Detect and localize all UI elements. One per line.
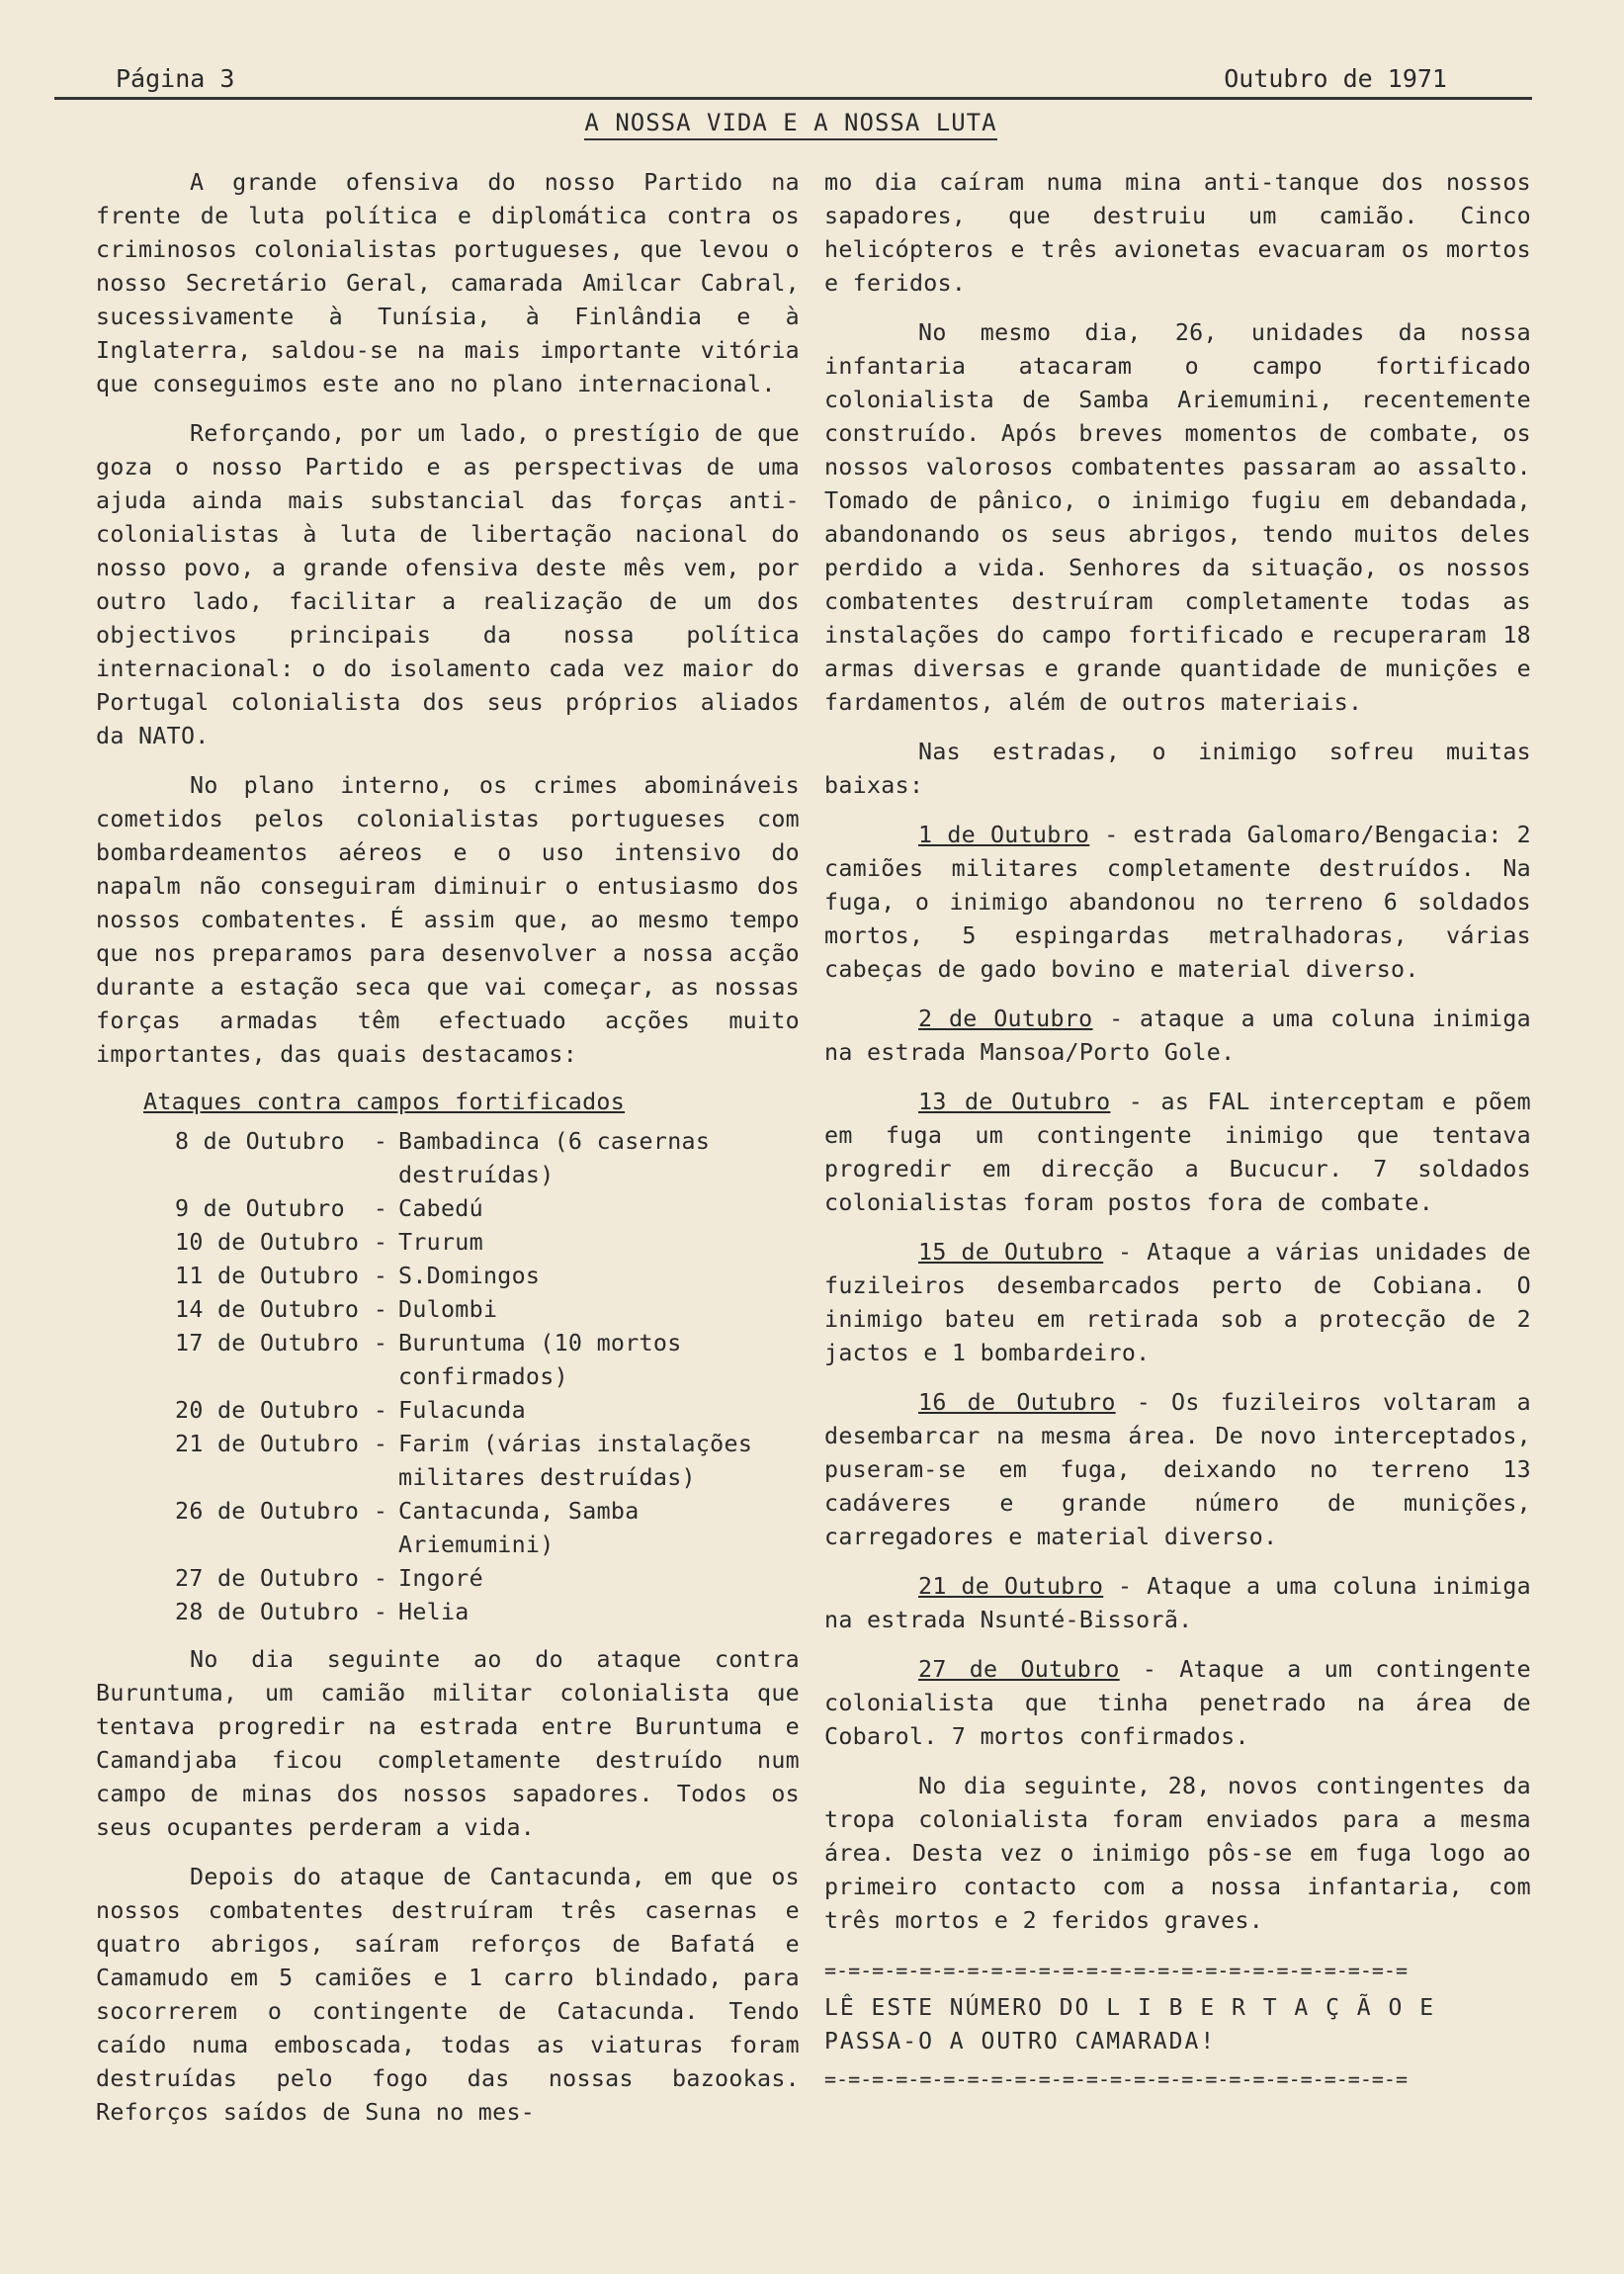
article-title: A NOSSA VIDA E A NOSSA LUTA <box>584 109 996 140</box>
event-text: - estrada Galomaro/Bengacia: 2 camiões militares completamente destruídos. Na fuga, o inimigo abandonou no terreno 6 soldados mortos, 5 espingardas metralhadoras, várias cabeças de gado bovino e material diverso. <box>824 822 1531 983</box>
left-column <box>96 166 800 2145</box>
attack-date: 21 de Outubro <box>175 1431 360 1457</box>
attack-row <box>175 1260 754 1293</box>
attack-place: Cantacunda, Samba Ariemumini) <box>398 1498 640 1558</box>
attack-place: Buruntuma (10 mortos confirmados) <box>398 1330 682 1390</box>
attack-dash: - <box>373 1397 388 1424</box>
road-events-list <box>824 819 1531 1754</box>
paragraph: Depois do ataque de Cantacunda, em que os nossos combatentes destruíram três casernas e quatro abrigos, saíram reforços de Bafatá e Camamudo em 5 camiões e 1 carro blindado, para socorrerem o contingente de Catacunda. Tendo caído numa emboscada, todas as viaturas foram destruídas pelo fogo das nossas bazookas. Reforços saídos de Suna no mes- <box>96 1864 800 2126</box>
attack-date: 8 de Outubro <box>175 1128 345 1155</box>
attack-row <box>175 1293 754 1327</box>
road-event <box>824 819 1531 987</box>
paragraph: Nas estradas, o inimigo sofreu muitas baixas: <box>824 739 1531 799</box>
attack-row <box>175 1596 754 1629</box>
event-text: - Ataque a várias unidades de fuzileiros desembarcados perto de Cobiana. O inimigo bateu em retirada sob a protecção de 2 jactos e 1 bombardeiro. <box>824 1239 1531 1366</box>
attack-date: 14 de Outubro <box>175 1296 360 1323</box>
paragraph: mo dia caíram numa mina anti-tanque dos nossos sapadores, que destruiu um camião. Cinco helicópteros e três avionetas evacuaram os mortos e feridos. <box>824 169 1531 297</box>
attack-place: S.Domingos <box>398 1263 541 1289</box>
paragraph: Reforçando, por um lado, o prestígio de que goza o nosso Partido e as perspectivas de uma ajuda ainda mais substancial das forças anti-colonialistas à luta de libertação nacional do nosso povo, a grande ofensiva deste mês vem, por outro lado, facilitar a realização de um dos objectivos principais da nossa política internacional: o do isolamento cada vez maior do Portugal colonialista dos seus próprios aliados da NATO. <box>96 420 800 749</box>
event-date: 27 de Outubro <box>918 1656 1120 1683</box>
event-date: 13 de Outubro <box>918 1089 1111 1115</box>
attack-place: Trurum <box>398 1229 483 1256</box>
attack-row <box>175 1562 754 1596</box>
paragraph: No dia seguinte ao do ataque contra Buruntuma, um camião militar colonialista que tentava progredir na estrada entre Buruntuma e Camandjaba ficou completamente destruído num campo de minas dos nossos sapadores. Todos os seus ocupantes perderam a vida. <box>96 1646 800 1841</box>
page-header <box>54 61 1532 100</box>
attack-place: Farim (várias instalações militares destruídas) <box>398 1431 753 1491</box>
attack-date: 20 de Outubro <box>175 1397 360 1424</box>
attacks-list <box>175 1125 754 1629</box>
road-event <box>824 1003 1531 1070</box>
issue-date: Outubro de 1971 <box>1224 64 1447 93</box>
attack-place: Ingoré <box>398 1565 483 1592</box>
event-date: 16 de Outubro <box>918 1389 1116 1416</box>
attack-dash: - <box>373 1263 388 1289</box>
attack-dash: - <box>373 1229 388 1256</box>
attack-place: Bambadinca (6 casernas destruídas) <box>398 1128 711 1188</box>
attack-row <box>175 1428 754 1495</box>
attack-date: 9 de Outubro <box>175 1195 345 1222</box>
attack-dash: - <box>373 1195 388 1222</box>
attack-dash: - <box>373 1330 388 1356</box>
road-event <box>824 1570 1531 1637</box>
attack-date: 28 de Outubro <box>175 1599 360 1625</box>
attack-date: 11 de Outubro <box>175 1263 360 1289</box>
event-date: 15 de Outubro <box>918 1239 1104 1266</box>
attack-place: Cabedú <box>398 1195 483 1222</box>
attack-place: Helia <box>398 1599 470 1625</box>
attack-place: Dulombi <box>398 1296 498 1323</box>
road-event <box>824 1236 1531 1370</box>
paragraph: No mesmo dia, 26, unidades da nossa infantaria atacaram o campo fortificado colonialista de Samba Ariemumini, recentemente construído. Após breves momentos de combate, os nossos valorosos combatentes passaram ao assalto. Tomado de pânico, o inimigo fugiu em debandada, abandonando os seus abrigos, tendo muitos deles perdido a vida. Senhores da situação, os nossos combatentes destruíram completamente todas as instalações do campo fortificado e recuperaram 18 armas diversas e grande quantidade de munições e fardamentos, além de outros materiais. <box>824 319 1531 716</box>
article-title-wrap <box>0 109 1581 136</box>
attack-date: 17 de Outubro <box>175 1330 360 1356</box>
attack-date: 27 de Outubro <box>175 1565 360 1592</box>
attack-row <box>175 1226 754 1260</box>
road-event <box>824 1653 1531 1754</box>
attack-row <box>175 1394 754 1428</box>
attack-dash: - <box>373 1565 388 1592</box>
attack-dash: - <box>373 1128 388 1155</box>
event-text: - Ataque a uma coluna inimiga na estrada Nsunté-Bissorã. <box>824 1573 1531 1633</box>
attack-dash: - <box>373 1498 388 1525</box>
attack-dash: - <box>373 1296 388 1323</box>
event-text: - Os fuzileiros voltaram a desembarcar na mesma área. De novo interceptados, puseram-se em fuga, deixando no terreno 13 cadáveres e grande número de munições, carregadores e material diverso. <box>824 1389 1531 1550</box>
separator-line: =-=-=-=-=-=-=-=-=-=-=-=-=-=-=-=-=-=-=-=-=-=-=-=-= <box>824 2067 1409 2091</box>
road-event <box>824 1386 1531 1554</box>
road-event <box>824 1086 1531 1220</box>
event-text: - as FAL interceptam e põem em fuga um contingente inimigo que tentava progredir em direcção a Bucucur. 7 soldados colonialistas foram postos fora de combate. <box>824 1089 1531 1216</box>
attack-row <box>175 1495 754 1562</box>
attack-date: 10 de Outubro <box>175 1229 360 1256</box>
attack-place: Fulacunda <box>398 1397 526 1424</box>
event-text: - ataque a uma coluna inimiga na estrada Mansoa/Porto Gole. <box>824 1006 1531 1066</box>
paragraph: A grande ofensiva do nosso Partido na frente de luta política e diplomática contra os criminosos colonialistas portugueses, que levou o nosso Secretário Geral, camarada Amilcar Cabral, sucessivamente à Tunísia, à Finlândia e à Inglaterra, saldou-se na mais importante vitória que conseguimos este ano no plano internacional. <box>96 169 800 397</box>
event-date: 2 de Outubro <box>918 1006 1093 1032</box>
attack-date: 26 de Outubro <box>175 1498 360 1525</box>
event-text: - Ataque a um contingente colonialista que tinha penetrado na área de Cobarol. 7 mortos confirmados. <box>824 1656 1531 1750</box>
banner-line-1: LÊ ESTE NÚMERO DO L I B E R T A Ç Ã O E <box>824 1995 1436 2021</box>
attack-dash: - <box>373 1431 388 1457</box>
page-number: Página 3 <box>116 64 235 93</box>
attack-row <box>175 1192 754 1226</box>
paragraph: No plano interno, os crimes abomináveis cometidos pelos colonialistas portugueses com bombardeamentos aéreos e o uso intensivo do napalm não conseguiram diminuir o entusiasmo dos nossos combatentes. É assim que, ao mesmo tempo que nos preparamos para desenvolver a nossa acção durante a estação seca que vai começar, as nossas forças armadas têm efectuado acções muito importantes, das quais destacamos: <box>96 772 800 1068</box>
right-column <box>824 166 1531 2100</box>
attack-dash: - <box>373 1599 388 1625</box>
attacks-subtitle: Ataques contra campos fortificados <box>143 1089 626 1115</box>
separator-line: =-=-=-=-=-=-=-=-=-=-=-=-=-=-=-=-=-=-=-=-=-=-=-=-= <box>824 1959 1409 1982</box>
paragraph: No dia seguinte, 28, novos contingentes da tropa colonialista foram enviados para a mesma área. Desta vez o inimigo pôs-se em fuga logo ao primeiro contacto com a nossa infantaria, com três mortos e 2 feridos graves. <box>824 1773 1531 1934</box>
event-date: 21 de Outubro <box>918 1573 1104 1600</box>
banner-line-2: PASSA-O A OUTRO CAMARADA! <box>824 2029 1217 2055</box>
attack-row <box>175 1327 754 1394</box>
attack-row <box>175 1125 754 1192</box>
event-date: 1 de Outubro <box>918 822 1090 848</box>
